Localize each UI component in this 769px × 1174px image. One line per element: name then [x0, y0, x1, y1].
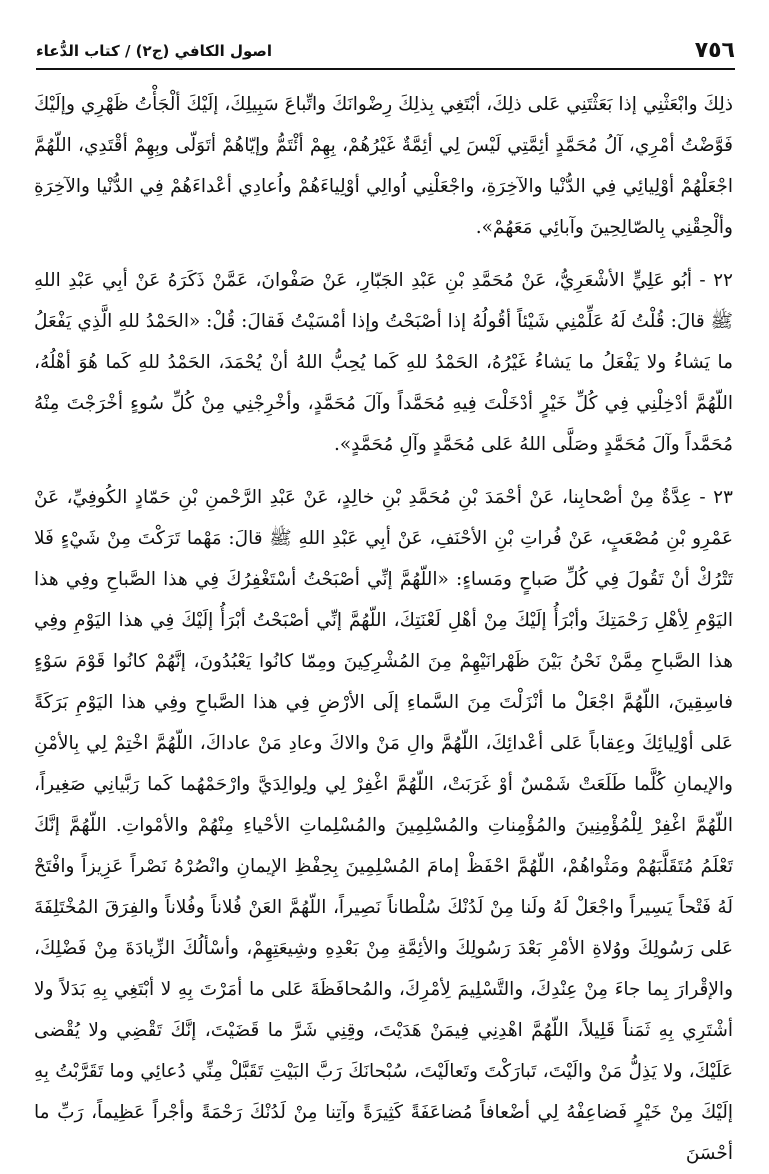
header-divider: [36, 68, 735, 70]
body-text: [34, 84, 733, 1164]
page-number: ٧٥٦: [694, 38, 735, 63]
running-title: اصول الكافي (ج٢) / كتاب الدُّعاء: [36, 42, 272, 60]
paragraph-continuation: ذلِكَ وابْعَثْنِي إذا بَعَثْتَنِي عَلى ذلِكَ، أبْتَغِي بِذلِكَ رِضْوانَكَ واتِّباعَ سَبِيلِكَ، إلَيْكَ ألْجَأْتُ ظَهْرِي وإلَيْكَ فَوَّضْتُ أمْرِي، آلُ مُحَمَّدٍ أئِمَّتِي لَيْسَ لِي أئِمَّةٌ غَيْرُهُمْ، بِهِمْ أئْتَمُّ وإيّاهُمْ أتَوَلّى وبِهِمْ أقْتَدِي، اللّهُمَّ اجْعَلْهُمْ أوْلِيائِي فِي الدُّنْيا والآخِرَةِ، واجْعَلْنِي اُوالِي أوْلِياءَهُمْ واُعادِي أعْداءَهُمْ فِي الدُّنْيا والآخِرَةِ وألْحِقْنِي بِالصّالِحِينَ وآبائِي مَعَهُمْ».: [34, 94, 733, 238]
hadith-23: ٢٣ - عِدَّةٌ مِنْ أصْحابِنا، عَنْ أحْمَدَ بْنِ مُحَمَّدِ بْنِ خالِدٍ، عَنْ عَبْدِ الرَّحْمنِ بْنِ حَمّادٍ الكُوفِيِّ، عَنْ عَمْرِو بْنِ مُصْعَبٍ، عَنْ فُراتِ بْنِ الأحْنَفِ، عَنْ أبِي عَبْدِ اللهِ ﷺ قالَ: مَهْما تَرَكْتَ مِنْ شَيْءٍ فَلا تَتْرُكْ أنْ تَقُولَ فِي كُلِّ صَباحٍ ومَساءٍ: «اللّهُمَّ إنِّي أصْبَحْتُ أسْتَغْفِرُكَ فِي هذا الصَّباحِ وفِي هذا اليَوْمِ لِأهْلِ رَحْمَتِكَ وأبْرَأُ إلَيْكَ مِنْ أهْلِ لَعْنَتِكَ، اللّهُمَّ إنِّي أصْبَحْتُ أبْرَأُ إلَيْكَ فِي هذا اليَوْمِ وفِي هذا الصَّباحِ مِمَّنْ نَحْنُ بَيْنَ ظَهْرانَيْهِمْ مِنَ المُشْرِكِينَ ومِمّا كانُوا يَعْبُدُونَ، إنَّهُمْ كانُوا قَوْمَ سَوْءٍ فاسِقِينَ، اللّهُمَّ اجْعَلْ ما أنْزَلْتَ مِنَ السَّماءِ إلَى الأرْضِ فِي هذا الصَّباحِ وفِي هذا اليَوْمِ بَرَكَةً عَلى أوْلِيائِكَ وعِقاباً عَلى أعْدائِكَ، اللّهُمَّ والِ مَنْ والاكَ وعادِ مَنْ عاداكَ، اللّهُمَّ اخْتِمْ لِي بِالأمْنِ والإيمانِ كُلَّما طَلَعَتْ شَمْسٌ أوْ غَرَبَتْ، اللّهُمَّ اغْفِرْ لِي ولِوالِدَيَّ وارْحَمْهُما كَما رَبَّيانِي صَغِيراً، اللّهُمَّ اغْفِرْ لِلْمُؤْمِنِينَ والمُؤْمِناتِ والمُسْلِمِينَ والمُسْلِماتِ الأحْياءِ مِنْهُمْ والأمْواتِ. اللّهُمَّ إنَّكَ تَعْلَمُ مُتَقَلَّبَهُمْ ومَثْواهُمْ، اللّهُمَّ احْفَظْ إمامَ المُسْلِمِينَ بِحِفْظِ الإيمانِ وانْصُرْهُ نَصْراً عَزِيزاً وافْتَحْ لَهُ فَتْحاً يَسِيراً واجْعَلْ لَهُ ولَنا مِنْ لَدُنْكَ سُلْطاناً نَصِيراً، اللّهُمَّ العَنْ فُلاناً وفُلاناً والفِرَقَ المُخْتَلِفَةَ عَلى رَسُولِكَ ووُلاةِ الأمْرِ بَعْدَ رَسُولِكَ والأئِمَّةِ مِنْ بَعْدِهِ وشِيعَتِهِمْ، وأسْألُكَ الزِّيادَةَ مِنْ فَضْلِكَ، والإقْرارَ بِما جاءَ مِنْ عِنْدِكَ، والتَّسْلِيمَ لِأمْرِكَ، والمُحافَظَةَ عَلى ما أمَرْتَ بِهِ لا أبْتَغِي بِهِ بَدَلاً ولا أشْتَرِي بِهِ ثَمَناً قَلِيلاً، اللّهُمَّ اهْدِنِي فِيمَنْ هَدَيْتَ، وقِنِي شَرَّ ما قَضَيْتَ، إنَّكَ تَقْضِي ولا يُقْضى عَلَيْكَ، ولا يَذِلُّ مَنْ والَيْتَ، تَبارَكْتَ وتَعالَيْتَ، سُبْحانَكَ رَبَّ البَيْتِ تَقَبَّلْ مِنِّي دُعائِي وما تَقَرَّبْتُ بِهِ إلَيْكَ مِنْ خَيْرٍ فَضاعِفْهُ لِي أضْعافاً مُضاعَفَةً كَثِيرَةً وآتِنا مِنْ لَدُنْكَ رَحْمَةً وأجْراً عَظِيماً، رَبِّ ما أحْسَنَ: [34, 487, 733, 1164]
page-header: [36, 28, 735, 66]
hadith-22: ٢٢ - أبُو عَلِيٍّ الأشْعَرِيُّ، عَنْ مُحَمَّدِ بْنِ عَبْدِ الجَبّارِ، عَنْ صَفْوانَ، عَمَّنْ ذَكَرَهُ عَنْ أبِي عَبْدِ اللهِ ﷺ قالَ: قُلْتُ لَهُ عَلِّمْنِي شَيْئاً أقُولُهُ إذا أصْبَحْتُ وإذا أمْسَيْتُ فَقالَ: قُلْ: «الحَمْدُ للهِ الَّذِي يَفْعَلُ ما يَشاءُ ولا يَفْعَلُ ما يَشاءُ غَيْرُهُ، الحَمْدُ للهِ كَما يُحِبُّ اللهُ أنْ يُحْمَدَ، الحَمْدُ للهِ كَما هُوَ أهْلُهُ، اللّهُمَّ أدْخِلْنِي فِي كُلِّ خَيْرٍ أدْخَلْتَ فِيهِ مُحَمَّداً وآلَ مُحَمَّدٍ، وأخْرِجْنِي مِنْ كُلِّ سُوءٍ أخْرَجْتَ مِنْهُ مُحَمَّداً وآلَ مُحَمَّدٍ وصَلَّى اللهُ عَلى مُحَمَّدٍ وآلِ مُحَمَّدٍ».: [34, 270, 733, 455]
